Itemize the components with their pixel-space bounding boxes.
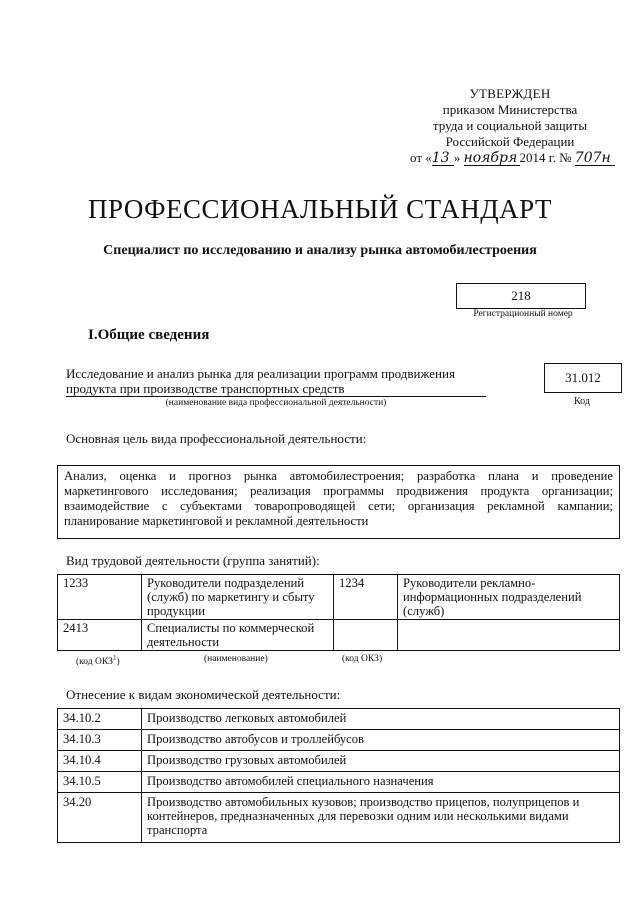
- approval-date-line: от «13 » ноября 2014 г. № 707н: [400, 150, 620, 166]
- table-row: [58, 730, 620, 751]
- activity-code-box: 31.012: [544, 363, 622, 393]
- registration-number-box: 218: [456, 283, 586, 309]
- okved-code: 34.20: [58, 793, 142, 843]
- section-title: I.Общие сведения: [88, 327, 210, 343]
- approval-head: УТВЕРЖДЕН: [469, 86, 551, 101]
- okved-code: 34.10.3: [58, 730, 142, 751]
- okz-code: 1233: [58, 575, 142, 620]
- okved-name: Производство автомобильных кузовов; производство прицепов, полуприцепов и контейнеров, предназначенных для перевозки одним или несколькими видами транспорта: [142, 793, 620, 843]
- goal-text: Анализ, оценка и прогноз рынка автомобилестроения; разработка плана и проведение маркетингового исследования; реализация программы продвижения продукта организации; взаимодействие с субъектами товаропроводящей сети; организация рекламной кампании; планирование маркетинговой и рекламной деятельности: [57, 465, 620, 539]
- caption-okz-code-2: (код ОКЗ): [342, 654, 383, 664]
- table-row: [58, 620, 620, 651]
- date-day: 13: [432, 151, 454, 166]
- approval-block: [400, 86, 620, 166]
- okz-code: 1234: [334, 575, 398, 620]
- registration-number-label: Регистрационный номер: [473, 309, 573, 319]
- okved-name: Производство легковых автомобилей: [142, 709, 620, 730]
- okz-code: 2413: [58, 620, 142, 651]
- occupation-table: [57, 574, 620, 651]
- okved-name: Производство автобусов и троллейбусов: [142, 730, 620, 751]
- table-row: [58, 709, 620, 730]
- occupation-name: Специалисты по коммерческой деятельности: [142, 620, 334, 651]
- table-row: [58, 751, 620, 772]
- economic-activity-table: [57, 708, 620, 843]
- table-row: [58, 793, 620, 843]
- caption-name: (наименование): [204, 654, 268, 664]
- approval-line-2: труда и социальной защиты: [432, 118, 588, 133]
- okved-name: Производство автомобилей специального назначения: [142, 772, 620, 793]
- occupation-name: Руководители подразделений (служб) по маркетингу и сбыту продукции: [142, 575, 334, 620]
- date-prefix: от «: [410, 150, 432, 165]
- order-number: 707н: [575, 151, 615, 166]
- approval-line-3: Российской Федерации: [445, 134, 575, 149]
- date-year: 2014 г. №: [519, 150, 572, 165]
- table-row: [58, 575, 620, 620]
- table-row: [58, 772, 620, 793]
- occupation-name: Руководители рекламно-информационных подразделений (служб): [398, 575, 620, 620]
- okz-code: [334, 620, 398, 651]
- activity-underline: [66, 396, 486, 397]
- occupation-group-label: Вид трудовой деятельности (группа занятий):: [66, 553, 320, 568]
- activity-code-label: Код: [574, 396, 590, 407]
- approval-line-1: приказом Министерства: [442, 102, 578, 117]
- date-month: ноября: [464, 151, 520, 166]
- okved-code: 34.10.2: [58, 709, 142, 730]
- economic-activity-label: Отнесение к видам экономической деятельности:: [66, 687, 341, 702]
- okved-code: 34.10.4: [58, 751, 142, 772]
- activity-name: Исследование и анализ рынка для реализации программ продвижения продукта при производстве транспортных средств: [66, 366, 455, 396]
- standard-name: Специалист по исследованию и анализу рынка автомобилестроения: [103, 243, 537, 258]
- caption-okz-code: (код ОКЗ$^1$): [76, 654, 120, 668]
- occupation-name: [398, 620, 620, 651]
- activity-caption: (наименование вида профессиональной деятельности): [165, 398, 387, 408]
- document-title: ПРОФЕССИОНАЛЬНЫЙ СТАНДАРТ: [87, 194, 553, 224]
- okved-name: Производство грузовых автомобилей: [142, 751, 620, 772]
- goal-label: Основная цель вида профессиональной деятельности:: [66, 431, 367, 446]
- okved-code: 34.10.5: [58, 772, 142, 793]
